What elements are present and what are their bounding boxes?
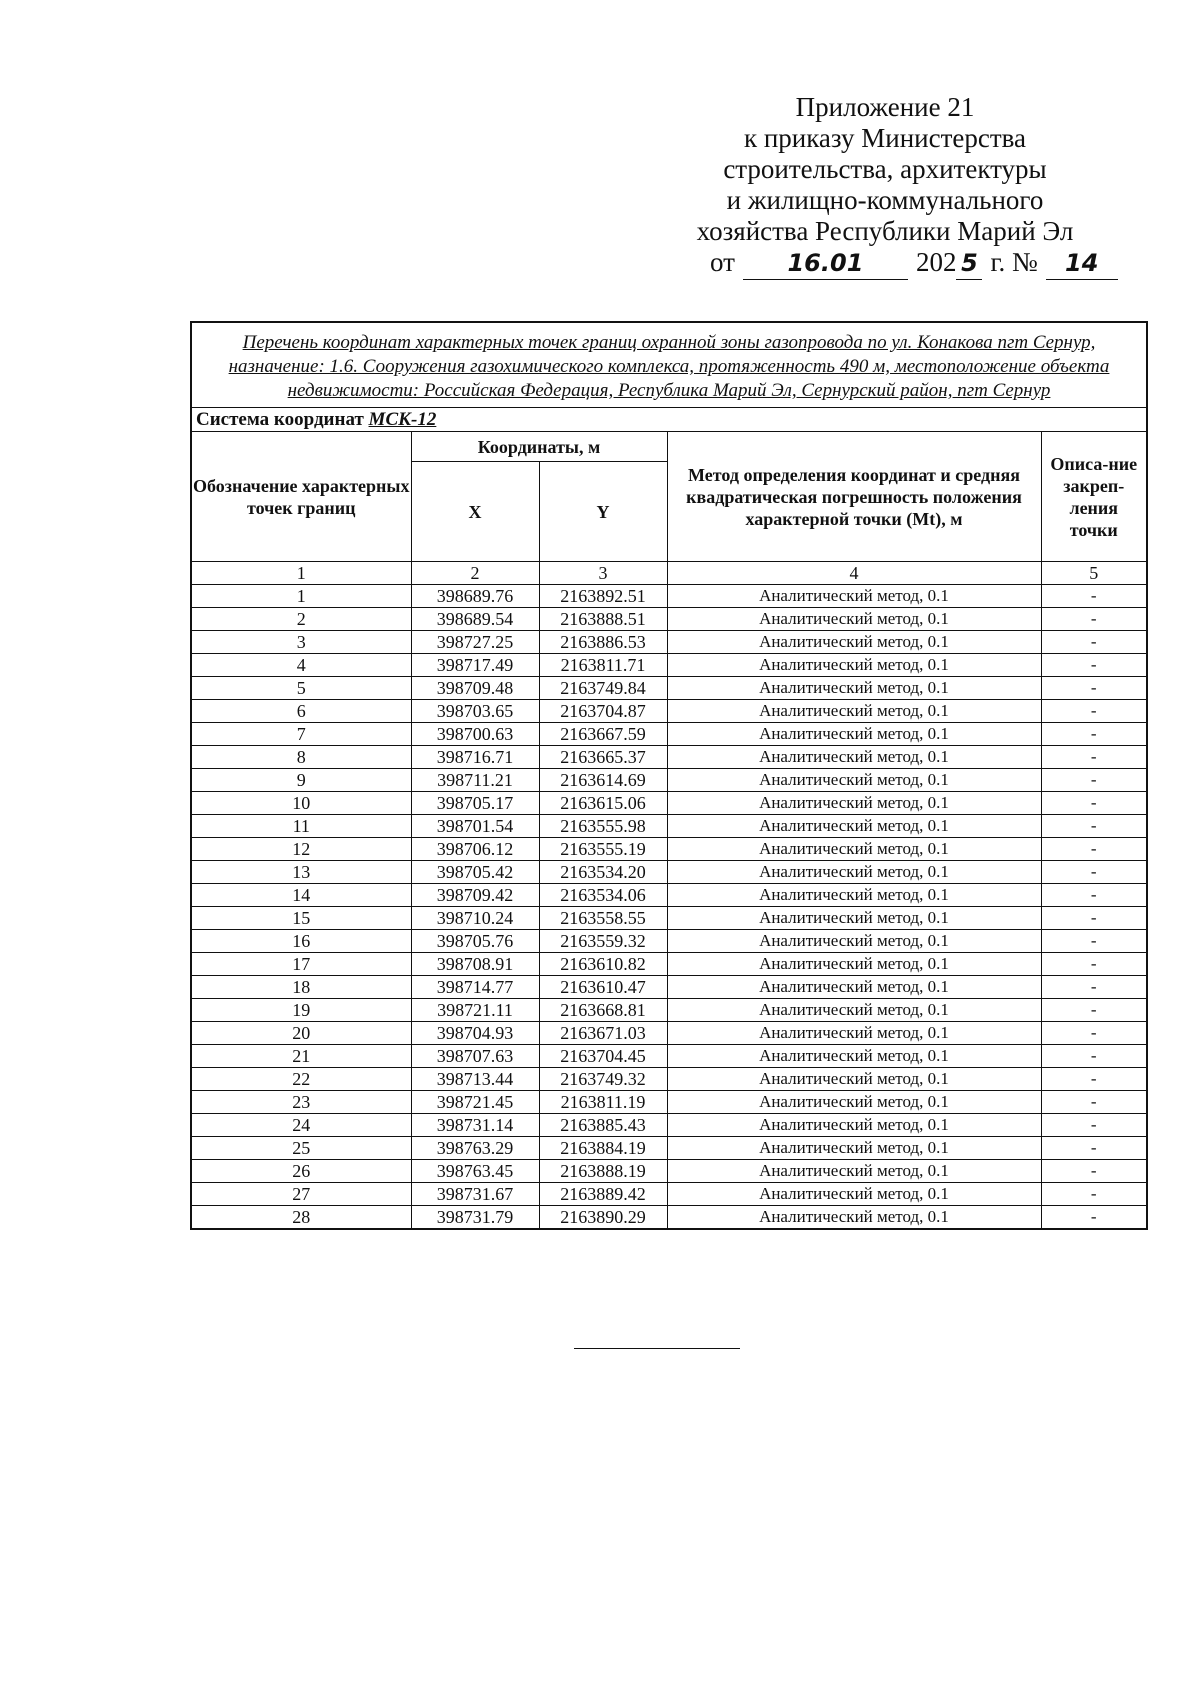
- table-row: [191, 953, 1147, 976]
- cell-description: -: [1041, 608, 1147, 631]
- cell-x: 398721.11: [411, 999, 539, 1022]
- cell-x: 398704.93: [411, 1022, 539, 1045]
- cell-point: 9: [191, 769, 411, 792]
- cell-point: 10: [191, 792, 411, 815]
- cell-method: Аналитический метод, 0.1: [667, 1206, 1041, 1230]
- order-prefix: от: [710, 247, 735, 277]
- cell-point: 14: [191, 884, 411, 907]
- coordinate-system: [191, 408, 1147, 432]
- cell-y: 2163890.29: [539, 1206, 667, 1230]
- cell-point: 8: [191, 746, 411, 769]
- cell-x: 398716.71: [411, 746, 539, 769]
- cell-method: Аналитический метод, 0.1: [667, 907, 1041, 930]
- table-row: [191, 654, 1147, 677]
- table-row: [191, 838, 1147, 861]
- cell-y: 2163888.51: [539, 608, 667, 631]
- cell-method: Аналитический метод, 0.1: [667, 677, 1041, 700]
- cell-y: 2163889.42: [539, 1183, 667, 1206]
- table-row: [191, 700, 1147, 723]
- order-year-suffix: г. №: [990, 247, 1038, 277]
- cell-point: 3: [191, 631, 411, 654]
- cell-x: 398708.91: [411, 953, 539, 976]
- cell-x: 398689.54: [411, 608, 539, 631]
- header-x: X: [411, 462, 539, 562]
- cell-y: 2163888.19: [539, 1160, 667, 1183]
- table-row: [191, 769, 1147, 792]
- cell-method: Аналитический метод, 0.1: [667, 815, 1041, 838]
- header-method: Метод определения координат и средняя квадратическая погрешность положения характерной точки (Mt), м: [667, 432, 1041, 562]
- table-row: [191, 861, 1147, 884]
- cell-description: -: [1041, 907, 1147, 930]
- table-row: [191, 723, 1147, 746]
- table-row: [191, 930, 1147, 953]
- cell-description: -: [1041, 838, 1147, 861]
- coordinate-system-label: Система координат: [196, 408, 364, 430]
- table-row: [191, 585, 1147, 608]
- coordinate-system-row: [191, 408, 1147, 432]
- cell-description: -: [1041, 1091, 1147, 1114]
- cell-y: 2163811.71: [539, 654, 667, 677]
- cell-y: 2163668.81: [539, 999, 667, 1022]
- cell-y: 2163667.59: [539, 723, 667, 746]
- table-row: [191, 884, 1147, 907]
- cell-method: Аналитический метод, 0.1: [667, 1022, 1041, 1045]
- cell-y: 2163704.87: [539, 700, 667, 723]
- cell-y: 2163558.55: [539, 907, 667, 930]
- cell-y: 2163885.43: [539, 1114, 667, 1137]
- table-row: [191, 976, 1147, 999]
- cell-x: 398714.77: [411, 976, 539, 999]
- header-row-1: [191, 432, 1147, 462]
- cell-y: 2163610.47: [539, 976, 667, 999]
- cell-point: 11: [191, 815, 411, 838]
- table-row: [191, 631, 1147, 654]
- cell-method: Аналитический метод, 0.1: [667, 608, 1041, 631]
- coordinates-table: [190, 321, 1148, 1230]
- table-row: [191, 677, 1147, 700]
- cell-description: -: [1041, 999, 1147, 1022]
- cell-point: 23: [191, 1091, 411, 1114]
- cell-method: Аналитический метод, 0.1: [667, 1114, 1041, 1137]
- cell-point: 13: [191, 861, 411, 884]
- cell-y: 2163811.19: [539, 1091, 667, 1114]
- cell-description: -: [1041, 631, 1147, 654]
- table-row: [191, 1091, 1147, 1114]
- cell-description: -: [1041, 1022, 1147, 1045]
- coordinate-system-name: МСК-12: [368, 408, 437, 430]
- cell-point: 6: [191, 700, 411, 723]
- order-reference-line: к приказу Министерства: [743, 123, 1027, 153]
- order-number: 14: [1046, 248, 1118, 280]
- cell-x: 398710.24: [411, 907, 539, 930]
- table-caption: Перечень координат характерных точек границ охранной зоны газопровода по ул. Конакова пгт Сернур, назначение: 1.6. Сооружения газохимического комплекса, протяженность 490 м, местоположение объекта недвижимости: Российская Федерация, Республика Марий Эл, Сернурский район, пгт Сернур: [191, 322, 1147, 408]
- cell-point: 28: [191, 1206, 411, 1230]
- column-number: 3: [539, 562, 667, 585]
- cell-point: 27: [191, 1183, 411, 1206]
- cell-point: 26: [191, 1160, 411, 1183]
- cell-method: Аналитический метод, 0.1: [667, 654, 1041, 677]
- cell-point: 20: [191, 1022, 411, 1045]
- cell-y: 2163892.51: [539, 585, 667, 608]
- header-coordinates: Координаты, м: [411, 432, 667, 462]
- table-row: [191, 1206, 1147, 1230]
- ministry-name-line-3: хозяйства Республики Марий Эл: [696, 216, 1074, 246]
- header-description: Описа-ние закреп-ления точки: [1041, 432, 1147, 562]
- column-number: 2: [411, 562, 539, 585]
- cell-x: 398689.76: [411, 585, 539, 608]
- cell-point: 4: [191, 654, 411, 677]
- cell-y: 2163615.06: [539, 792, 667, 815]
- column-number: 5: [1041, 562, 1147, 585]
- cell-method: Аналитический метод, 0.1: [667, 1091, 1041, 1114]
- cell-x: 398705.42: [411, 861, 539, 884]
- cell-x: 398703.65: [411, 700, 539, 723]
- order-date: 16.01: [743, 248, 908, 280]
- cell-method: Аналитический метод, 0.1: [667, 792, 1041, 815]
- order-date-number-line: [640, 247, 1130, 280]
- cell-point: 24: [191, 1114, 411, 1137]
- cell-y: 2163534.06: [539, 884, 667, 907]
- cell-method: Аналитический метод, 0.1: [667, 585, 1041, 608]
- cell-description: -: [1041, 654, 1147, 677]
- table-row: [191, 1022, 1147, 1045]
- cell-x: 398731.14: [411, 1114, 539, 1137]
- table-row: [191, 608, 1147, 631]
- table-row: [191, 815, 1147, 838]
- cell-description: -: [1041, 700, 1147, 723]
- cell-method: Аналитический метод, 0.1: [667, 1183, 1041, 1206]
- table-row: [191, 1068, 1147, 1091]
- table-row: [191, 1183, 1147, 1206]
- cell-y: 2163886.53: [539, 631, 667, 654]
- column-numbers-row: [191, 562, 1147, 585]
- cell-description: -: [1041, 861, 1147, 884]
- cell-y: 2163555.98: [539, 815, 667, 838]
- cell-method: Аналитический метод, 0.1: [667, 1068, 1041, 1091]
- cell-point: 22: [191, 1068, 411, 1091]
- cell-y: 2163559.32: [539, 930, 667, 953]
- cell-y: 2163665.37: [539, 746, 667, 769]
- cell-point: 16: [191, 930, 411, 953]
- column-number: 4: [667, 562, 1041, 585]
- cell-method: Аналитический метод, 0.1: [667, 631, 1041, 654]
- table-row: [191, 999, 1147, 1022]
- cell-description: -: [1041, 1183, 1147, 1206]
- cell-description: -: [1041, 769, 1147, 792]
- cell-description: -: [1041, 884, 1147, 907]
- cell-description: -: [1041, 930, 1147, 953]
- header-y: Y: [539, 462, 667, 562]
- cell-description: -: [1041, 723, 1147, 746]
- cell-method: Аналитический метод, 0.1: [667, 1045, 1041, 1068]
- cell-method: Аналитический метод, 0.1: [667, 700, 1041, 723]
- cell-method: Аналитический метод, 0.1: [667, 884, 1041, 907]
- cell-method: Аналитический метод, 0.1: [667, 1160, 1041, 1183]
- cell-point: 21: [191, 1045, 411, 1068]
- cell-x: 398763.45: [411, 1160, 539, 1183]
- cell-method: Аналитический метод, 0.1: [667, 976, 1041, 999]
- table-row: [191, 907, 1147, 930]
- column-number: 1: [191, 562, 411, 585]
- ministry-name-line-2: и жилищно-коммунального: [726, 185, 1044, 215]
- cell-x: 398717.49: [411, 654, 539, 677]
- cell-description: -: [1041, 976, 1147, 999]
- table-row: [191, 1160, 1147, 1183]
- cell-x: 398713.44: [411, 1068, 539, 1091]
- cell-method: Аналитический метод, 0.1: [667, 953, 1041, 976]
- cell-description: -: [1041, 1160, 1147, 1183]
- cell-x: 398709.42: [411, 884, 539, 907]
- cell-description: -: [1041, 677, 1147, 700]
- cell-method: Аналитический метод, 0.1: [667, 838, 1041, 861]
- cell-method: Аналитический метод, 0.1: [667, 861, 1041, 884]
- cell-y: 2163749.32: [539, 1068, 667, 1091]
- cell-x: 398707.63: [411, 1045, 539, 1068]
- table-row: [191, 1137, 1147, 1160]
- cell-x: 398721.45: [411, 1091, 539, 1114]
- cell-y: 2163704.45: [539, 1045, 667, 1068]
- cell-description: -: [1041, 953, 1147, 976]
- appendix-header: [640, 92, 1130, 280]
- cell-point: 12: [191, 838, 411, 861]
- cell-method: Аналитический метод, 0.1: [667, 723, 1041, 746]
- cell-y: 2163749.84: [539, 677, 667, 700]
- cell-x: 398706.12: [411, 838, 539, 861]
- cell-point: 1: [191, 585, 411, 608]
- cell-y: 2163671.03: [539, 1022, 667, 1045]
- cell-point: 15: [191, 907, 411, 930]
- cell-x: 398731.79: [411, 1206, 539, 1230]
- cell-x: 398763.29: [411, 1137, 539, 1160]
- cell-description: -: [1041, 1206, 1147, 1230]
- ministry-name-line-1: строительства, архитектуры: [723, 154, 1047, 184]
- cell-y: 2163614.69: [539, 769, 667, 792]
- closing-rule: [574, 1348, 740, 1349]
- header-point: Обозначение характерных точек границ: [191, 432, 411, 562]
- order-year-prefix: 202: [915, 247, 957, 277]
- cell-description: -: [1041, 792, 1147, 815]
- table-row: [191, 792, 1147, 815]
- cell-x: 398700.63: [411, 723, 539, 746]
- cell-method: Аналитический метод, 0.1: [667, 769, 1041, 792]
- table-row: [191, 1114, 1147, 1137]
- cell-x: 398727.25: [411, 631, 539, 654]
- cell-method: Аналитический метод, 0.1: [667, 1137, 1041, 1160]
- cell-method: Аналитический метод, 0.1: [667, 930, 1041, 953]
- cell-x: 398705.17: [411, 792, 539, 815]
- table-row: [191, 746, 1147, 769]
- cell-description: -: [1041, 1137, 1147, 1160]
- cell-x: 398709.48: [411, 677, 539, 700]
- table-row: [191, 1045, 1147, 1068]
- cell-x: 398731.67: [411, 1183, 539, 1206]
- cell-point: 2: [191, 608, 411, 631]
- cell-description: -: [1041, 585, 1147, 608]
- cell-point: 18: [191, 976, 411, 999]
- caption-row: [191, 322, 1147, 408]
- cell-description: -: [1041, 1114, 1147, 1137]
- cell-point: 17: [191, 953, 411, 976]
- cell-description: -: [1041, 815, 1147, 838]
- cell-y: 2163534.20: [539, 861, 667, 884]
- appendix-title: Приложение 21: [795, 92, 975, 122]
- cell-x: 398701.54: [411, 815, 539, 838]
- order-year-digit: 5: [956, 248, 982, 280]
- cell-y: 2163555.19: [539, 838, 667, 861]
- cell-description: -: [1041, 1068, 1147, 1091]
- cell-point: 7: [191, 723, 411, 746]
- cell-y: 2163610.82: [539, 953, 667, 976]
- cell-description: -: [1041, 746, 1147, 769]
- cell-method: Аналитический метод, 0.1: [667, 999, 1041, 1022]
- cell-point: 5: [191, 677, 411, 700]
- cell-y: 2163884.19: [539, 1137, 667, 1160]
- cell-point: 19: [191, 999, 411, 1022]
- cell-x: 398711.21: [411, 769, 539, 792]
- cell-x: 398705.76: [411, 930, 539, 953]
- cell-method: Аналитический метод, 0.1: [667, 746, 1041, 769]
- cell-description: -: [1041, 1045, 1147, 1068]
- cell-point: 25: [191, 1137, 411, 1160]
